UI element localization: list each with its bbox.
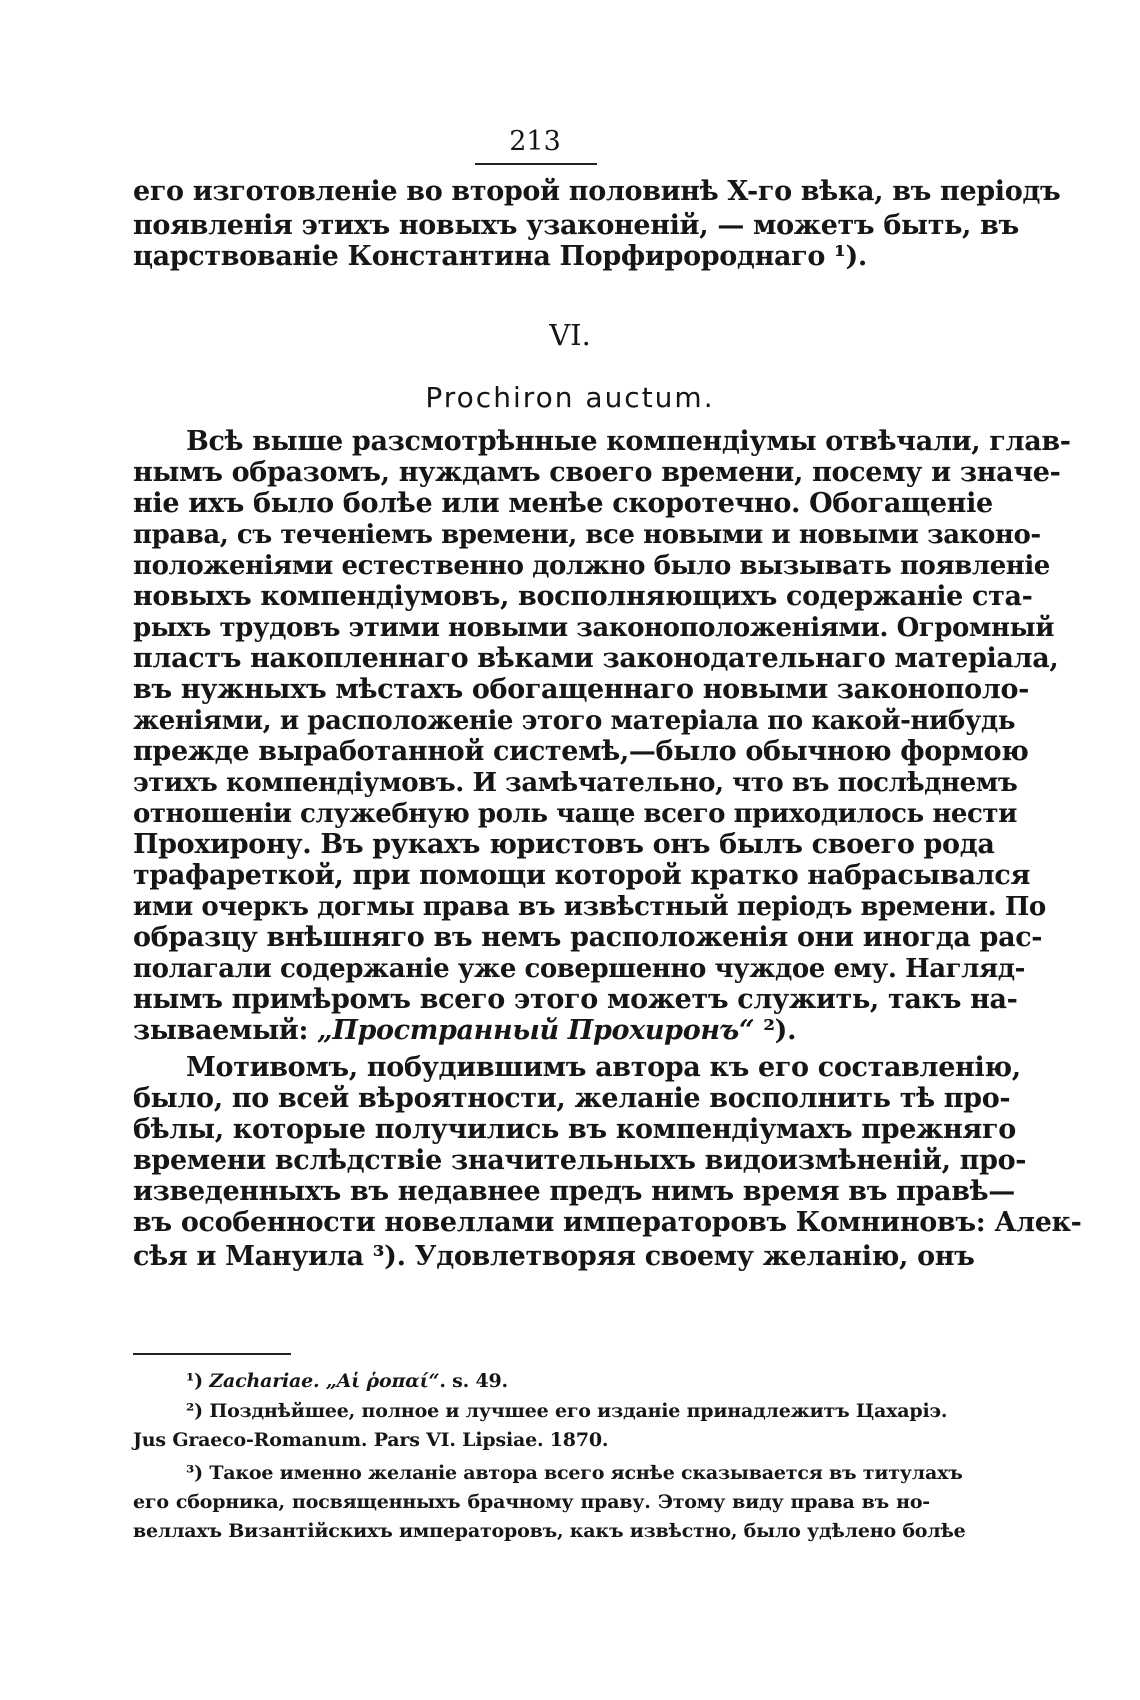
text-line: новыхъ компендіумовъ, восполняющихъ содержаніе ста-	[133, 581, 1033, 612]
text-line: образцу внѣшняго въ немъ расположенія они иногда рас-	[133, 922, 1043, 953]
footnote-ref: ²).	[754, 1015, 797, 1046]
italic-title: „Пространный Прохиронъ“	[317, 1015, 755, 1046]
page-number: 213	[509, 126, 561, 157]
text-line: этихъ компендіумовъ. И замѣчательно, что въ послѣднемъ	[133, 768, 1018, 798]
text-line: въ особенности новеллами императоровъ Комниновъ: Алек-	[133, 1207, 1082, 1238]
text-line: права, съ теченіемъ времени, все новыми и новыми законо-	[133, 520, 1041, 550]
section-number: VI.	[549, 318, 591, 352]
text-line: въ нужныхъ мѣстахъ обогащеннаго новыми законополо-	[133, 674, 1029, 705]
text-line: полагали содержаніе уже совершенно чуждое ему. Нагляд-	[133, 954, 1025, 984]
footnote-2-line: Jus Graeco-Romanum. Pars VI. Lipsiae. 1870.	[133, 1429, 609, 1451]
footnote-1	[186, 1367, 930, 1395]
footnote-rule	[133, 1353, 291, 1355]
text-line: женіями, и расположеніе этого матеріала по какой-нибудь	[133, 706, 1016, 736]
text-line: трафареткой, при помощи которой кратко набрасывался	[133, 860, 1031, 891]
text-line: сѣя и Мануила ³). Удовлетворяя своему желанію, онъ	[133, 1241, 975, 1272]
text-line: появленія этихъ новыхъ узаконеній, — можетъ быть, въ	[133, 210, 1019, 241]
text-line: нымъ образомъ, нуждамъ своего времени, посему и значе-	[133, 457, 1061, 488]
text-line: нымъ примѣромъ всего этого можетъ служить, такъ на-	[133, 984, 1018, 1015]
footnote-2-line: ²) Позднѣйшее, полное и лучшее его изданіе принадлежитъ Цахаріэ.	[186, 1400, 948, 1422]
footnote-title: „Αἱ ῥοπαί“	[325, 1370, 440, 1392]
text-line: ніе ихъ было болѣе или менѣе скоротечно. Обогащеніе	[133, 488, 993, 519]
section-title: Prochiron auctum.	[425, 381, 715, 414]
footnote-marker: ¹)	[186, 1370, 210, 1392]
text-line: Прохирону. Въ рукахъ юристовъ онъ былъ своего рода	[133, 829, 995, 860]
footnote-author: Zachariae.	[209, 1370, 320, 1392]
page-number-underline	[475, 163, 597, 165]
text-line: Мотивомъ, побудившимъ автора къ его составленію,	[186, 1052, 1021, 1083]
footnote-3-line: ³) Такое именно желаніе автора всего яснѣе сказывается въ титулахъ	[186, 1462, 963, 1484]
text-line: пластъ накопленнаго вѣками законодательнаго матеріала,	[133, 643, 1059, 674]
text-line: Всѣ выше разсмотрѣнные компендіумы отвѣчали, глав-	[186, 426, 1071, 457]
text-line: рыхъ трудовъ этими новыми законоположеніями. Огромный	[133, 613, 1055, 643]
text-line: его изготовленіе во второй половинѣ X-го вѣка, въ періодъ	[133, 176, 1061, 207]
text-line	[133, 1015, 930, 1047]
footnote-3-line: веллахъ Византійскихъ императоровъ, какъ извѣстно, было удѣлено болѣе	[133, 1520, 966, 1542]
footnote-3-line: его сборника, посвященныхъ брачному праву. Этому виду права въ но-	[133, 1491, 930, 1513]
text-line: бѣлы, которые получились въ компендіумахъ прежняго	[133, 1114, 1016, 1145]
text-line: положеніями естественно должно было вызывать появленіе	[133, 551, 1050, 581]
text-line: царствованіе Константина Порфиророднаго ¹).	[133, 241, 867, 272]
text-line: времени вслѣдствіе значительныхъ видоизмѣненій, про-	[133, 1145, 1027, 1176]
text-span: зываемый:	[133, 1015, 318, 1046]
text-line: отношеніи служебную роль чаще всего приходилось нести	[133, 799, 1017, 829]
text-line: изведенныхъ въ недавнее предъ нимъ время въ правѣ—	[133, 1176, 1015, 1207]
text-line: ими очеркъ догмы права въ извѣстный періодъ времени. По	[133, 892, 1046, 922]
text-line: было, по всей вѣроятности, желаніе восполнить тѣ про-	[133, 1083, 1011, 1114]
footnote-text: . s. 49.	[439, 1370, 508, 1392]
text-line: прежде выработанной системѣ,—было обычною формою	[133, 736, 1029, 767]
